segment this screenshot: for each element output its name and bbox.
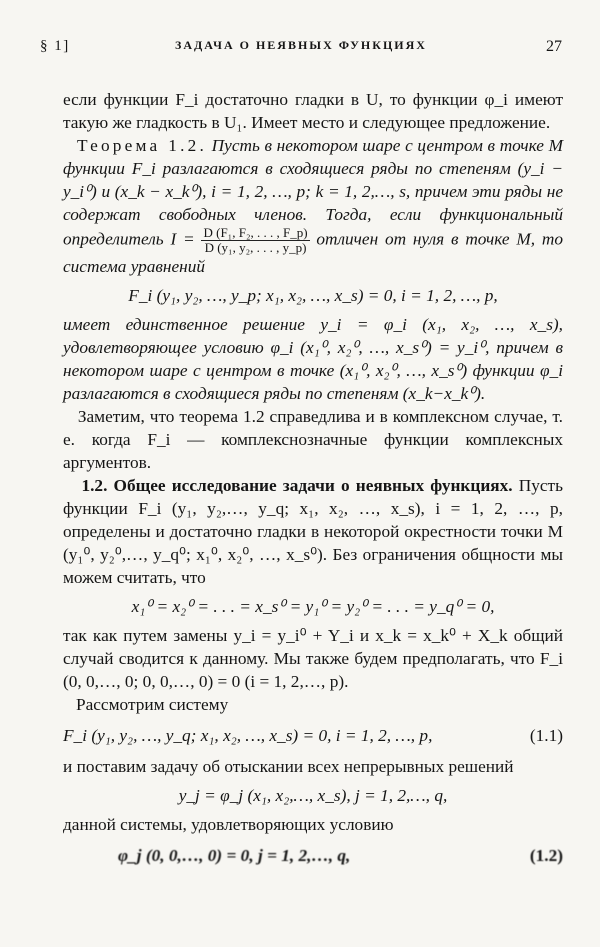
section-heading: 1.2. Общее исследование задачи о неявных функциях.	[81, 476, 513, 495]
theorem-block	[63, 134, 563, 278]
theorem-statement-a: Пусть в некотором шаре с центром в точке M функции F_i разлагаются в сходящиеся ряды по степеням (y_i − y_i⁰) и (x_k − x_k⁰), i = 1, 2, …, p; k = 1, 2,…, s, причем эти ряды не содержат свободных членов. Тогда, если функциональный определитель I =	[63, 136, 563, 249]
equation-1-2-body: φ_j (0, 0,…, 0) = 0, j = 1, 2,…, q,	[118, 846, 351, 865]
equation-system: F_i (y₁, y₂, …, y_p; x₁, x₂, …, x_s) = 0, i = 1, 2, …, p,	[128, 286, 498, 305]
running-header	[40, 38, 562, 60]
theorem-label: Теорема 1.2.	[77, 136, 207, 155]
consider-text: Рассмотрим систему	[75, 695, 229, 714]
equation-1-1-number: (1.1)	[529, 726, 563, 745]
equation-1-2	[63, 844, 563, 867]
theorem-statement-c: имеет единственное решение y_i = φ_i (x₁, x₂, …, x_s), удовлетворяющее условию φ_i (x₁⁰, x₂⁰, …, x_s⁰) = y_i⁰, причем в некотором шаре с центром в точке (x₁⁰, x₂⁰, …, x_s⁰) функции φ_i разлагаются в сходящиеся ряды по степеням (x_k−x_k⁰).	[63, 315, 563, 403]
running-title: ЗАДАЧА О НЕЯВНЫХ ФУНКЦИЯХ	[175, 38, 427, 52]
equation-1-1	[63, 724, 563, 747]
paragraph-complex-text: Заметим, что теорема 1.2 справедлива и в комплексном случае, т. е. когда F_i — комплекснозначные функции комплексных аргументов.	[63, 407, 563, 472]
page-body	[63, 88, 563, 875]
equation-solutions: y_j = φ_j (x₁, x₂,…, x_s), j = 1, 2,…, q,	[178, 786, 448, 805]
paragraph-substitution: так как путем замены y_i = y_i⁰ + Y_i и x_k = x_k⁰ + X_k общий случай сводится к данному. Мы также будем предполагать, что F_i (0, 0,…, 0; 0, 0,…, 0) = 0 (i = 1, 2,…, p).	[63, 626, 563, 691]
page-number: 27	[546, 38, 562, 55]
jacobian-numerator: D (F₁, F₂, . . . , F_p)	[203, 225, 308, 240]
section-text: Пусть функции F_i (y₁, y₂,…, y_q; x₁, x₂, …, x_s), i = 1, 2, …, p, определены и достаточно гладки в некоторой окрестности точки M (y₁⁰, y₂⁰,…, y_q⁰; x₁⁰, x₂⁰, …, x_s⁰). Без ограничения общности мы можем считать, что	[63, 476, 563, 587]
equation-1-2-number: (1.2)	[529, 846, 563, 865]
paragraph-condition: данной системы, удовлетворяющих условию	[63, 815, 394, 834]
paragraph-consider	[63, 693, 563, 716]
theorem-statement-b: отличен от нуля в точке M, то система уравнений	[63, 229, 563, 276]
equation-1-1-body: F_i (y₁, y₂, …, y_q; x₁, x₂, …, x_s) = 0, i = 1, 2, …, p,	[63, 726, 433, 745]
paragraph-problem: и поставим задачу об отыскании всех непрерывных решений	[63, 757, 514, 776]
jacobian-denominator: D (y₁, y₂, . . . , y_p)	[204, 240, 307, 255]
section-1-2	[63, 474, 563, 589]
equation-zero: x₁⁰ = x₂⁰ = . . . = x_s⁰ = y₁⁰ = y₂⁰ = . . . = y_q⁰ = 0,	[131, 597, 495, 616]
section-marker: § 1]	[40, 38, 70, 54]
paragraph-intro: если функции F_i достаточно гладки в U, то функции φ_i имеют такую же гладкость в U₁. Имеет место и следующее предложение.	[63, 90, 563, 132]
jacobian-fraction	[201, 226, 309, 255]
paragraph-complex-case	[63, 405, 563, 474]
